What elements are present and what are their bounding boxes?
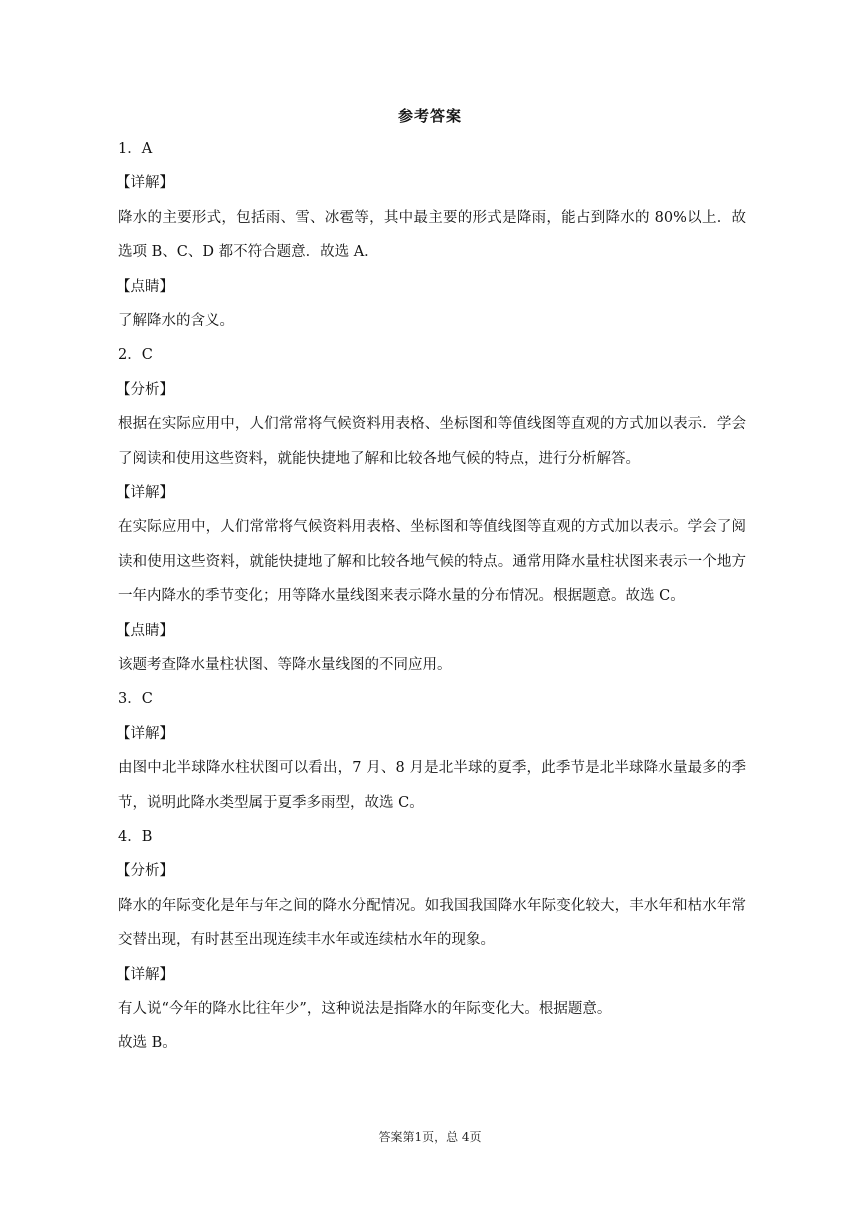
section-text: 由图中北半球降水柱状图可以看出，7 月、8 月是北半球的夏季，此季节是北半球降水量最多的季节，说明此降水类型属于夏季多雨型，故选 C。 bbox=[118, 760, 746, 811]
answer-number: 4．B bbox=[118, 828, 153, 845]
section-text: 根据在实际应用中，人们常常将气候资料用表格、坐标图和等值线图等直观的方式加以表示．学会了阅读和使用这些资料，就能快捷地了解和比较各地气候的特点，进行分析解答。 bbox=[118, 416, 746, 467]
section-tag: 【详解】 bbox=[116, 175, 174, 192]
section-tag: 【详解】 bbox=[116, 966, 174, 983]
section-text: 该题考查降水量柱状图、等降水量线图的不同应用。 bbox=[118, 656, 452, 673]
section-tag: 【详解】 bbox=[116, 725, 174, 742]
answer-content bbox=[118, 132, 746, 1061]
section-text: 了解降水的含义。 bbox=[118, 312, 234, 329]
section-tag: 【点睛】 bbox=[116, 278, 174, 295]
section-text: 降水的年际变化是年与年之间的降水分配情况。如我国我国降水年际变化较大，丰水年和枯水年常交替出现，有时甚至出现连续丰水年或连续枯水年的现象。 bbox=[118, 897, 746, 949]
section-tag: 【分析】 bbox=[116, 381, 174, 398]
page-footer: 答案第1页，总 4页 bbox=[378, 1130, 482, 1144]
answer-2 bbox=[118, 338, 746, 682]
section-text: 有人说“今年的降水比往年少”，这种说法是指降水的年际变化大。根据题意。 bbox=[118, 1000, 612, 1017]
answer-number: 1．A bbox=[118, 141, 153, 157]
section-tag: 【点睛】 bbox=[116, 622, 174, 639]
section-text: 降水的主要形式，包括雨、雪、冰雹等，其中最主要的形式是降雨，能占到降水的 80%以上．故选项 B、C、D 都不符合题意．故选 A． bbox=[118, 209, 746, 261]
section-text-conclusion: 故选 B。 bbox=[118, 1035, 177, 1052]
answer-3 bbox=[118, 682, 746, 820]
answer-1 bbox=[118, 132, 746, 338]
answer-number: 2．C bbox=[118, 347, 153, 364]
answer-number: 3．C bbox=[118, 691, 153, 708]
section-text: 在实际应用中，人们常常将气候资料用表格、坐标图和等值线图等直观的方式加以表示。学会了阅读和使用这些资料，就能快捷地了解和比较各地气候的特点。通常用降水量柱状图来表示一个地方一年内降水的季节变化；用等降水量线图来表示降水量的分布情况。根据题意。故选 C。 bbox=[118, 519, 746, 605]
page-title: 参考答案 bbox=[397, 107, 462, 125]
answer-4 bbox=[118, 820, 746, 1061]
section-tag: 【详解】 bbox=[116, 484, 174, 501]
section-tag: 【分析】 bbox=[116, 863, 174, 880]
